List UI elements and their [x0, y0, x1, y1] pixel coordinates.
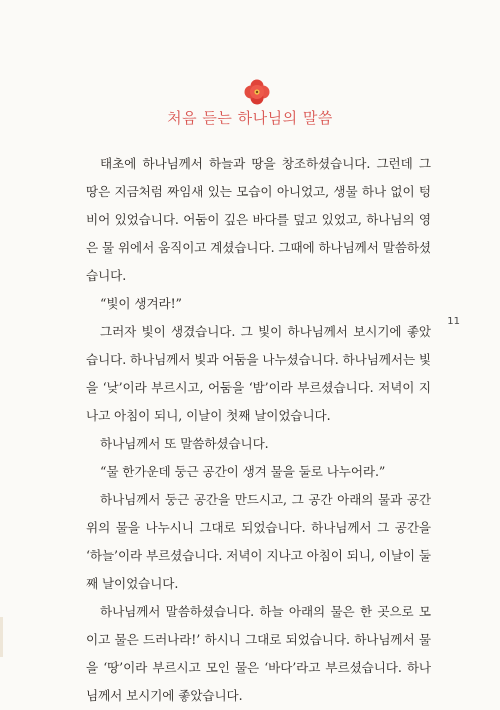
paragraph: 태초에 하나님께서 하늘과 땅을 창조하셨습니다. 그런데 그 땅은 지금처럼 짜임새 있는 모습이 아니었고, 생물 하나 없이 텅 비어 있었습니다. 어둠이 깊은 바다를 덮고 있었고, 하나님의 영은 물 위에서 움직이고 계셨습니다. 그때에 하나님께서 말씀하셨습니다.	[86, 156, 431, 283]
body-text	[86, 150, 431, 710]
paragraph: 하나님께서 또 말씀하셨습니다.	[100, 436, 269, 451]
paragraph: “빛이 생겨라!”	[100, 296, 182, 311]
paragraph: “물 한가운데 둥근 공간이 생겨 물을 둘로 나누어라.”	[100, 464, 386, 479]
paragraph: 그러자 빛이 생겼습니다. 그 빛이 하나님께서 보시기에 좋았습니다. 하나님께서 빛과 어둠을 나누셨습니다. 하나님께서는 빛을 ‘낮’이라 부르시고, 어둠을 ‘밤’이라 부르셨습니다. 저녁이 지나고 아침이 되니, 이날이 첫째 날이었습니다.	[86, 324, 431, 423]
paragraph: 하나님께서 말씀하셨습니다. 하늘 아래의 물은 한 곳으로 모이고 물은 드러나라!’ 하시니 그대로 되었습니다. 하나님께서 물을 ‘땅’이라 부르시고 모인 물은 ‘바다’라고 부르셨습니다. 하나님께서 보시기에 좋았습니다.	[86, 604, 431, 703]
page-edge	[0, 617, 3, 657]
chapter-title: 처음 듣는 하나님의 말씀	[167, 109, 333, 127]
paragraph: 하나님께서 둥근 공간을 만드시고, 그 공간 아래의 물과 공간 위의 물을 나누시니 그대로 되었습니다. 하나님께서 그 공간을 ‘하늘’이라 부르셨습니다. 저녁이 지나고 아침이 되니, 이날이 둘째 날이었습니다.	[86, 492, 431, 591]
page-number: 11	[447, 316, 460, 327]
poppy-flower-icon	[243, 78, 271, 106]
